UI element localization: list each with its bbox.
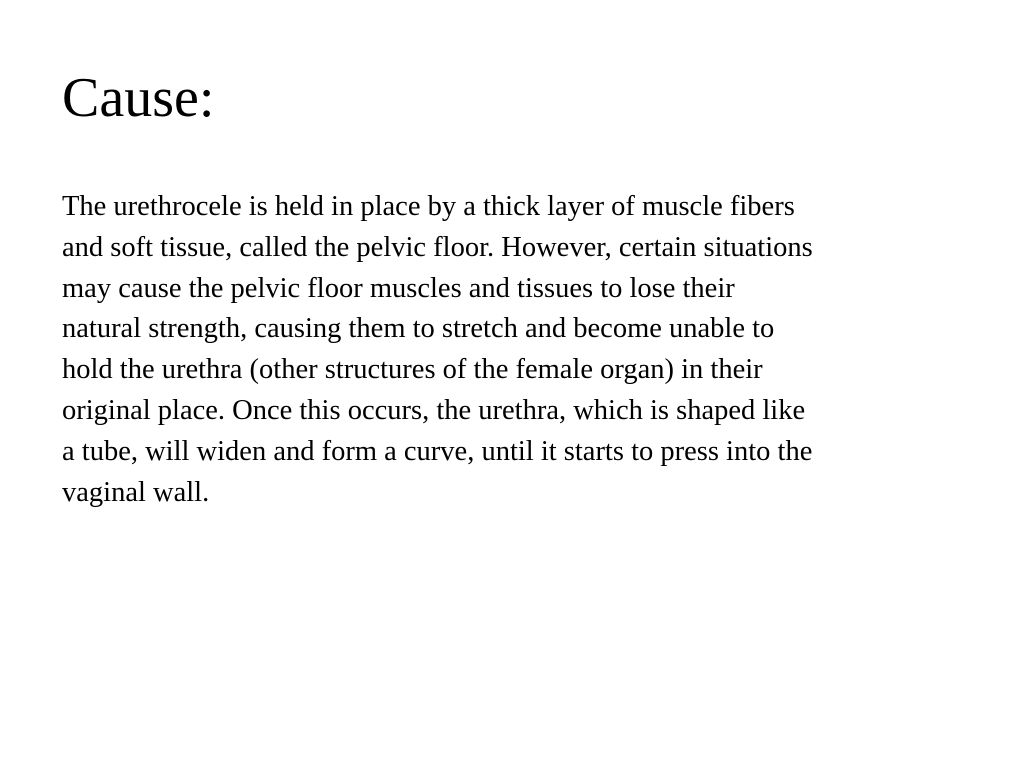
body-line: hold the urethra (other structures of the female organ) in their	[62, 354, 763, 386]
body-line: natural strength, causing them to stretch and become unable to	[62, 313, 775, 345]
body-line: a tube, will widen and form a curve, until it starts to press into the	[62, 435, 813, 467]
body-line: and soft tissue, called the pelvic floor. However, certain situations	[62, 231, 813, 263]
slide-body-paragraph	[62, 187, 972, 513]
body-line: The urethrocele is held in place by a thick layer of muscle fibers	[62, 191, 795, 222]
slide-title: Cause:	[62, 67, 215, 129]
body-line: may cause the pelvic floor muscles and tissues to lose their	[62, 272, 735, 304]
body-line: vaginal wall.	[62, 476, 210, 508]
body-line: original place. Once this occurs, the urethra, which is shaped like	[62, 394, 806, 426]
